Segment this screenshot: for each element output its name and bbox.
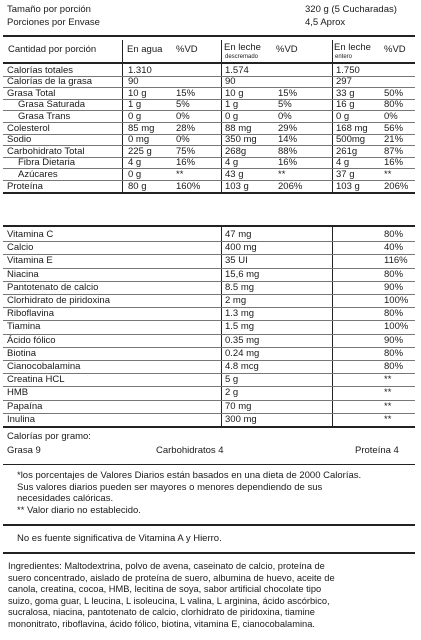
nutrient-value-vd2: ** bbox=[278, 168, 286, 180]
nutrient-value-vd3: 206% bbox=[384, 180, 409, 192]
vitamin-name: Creatina HCL bbox=[7, 374, 65, 386]
nutrient-value-vd3: 80% bbox=[384, 99, 404, 111]
nutrient-value-vd3: 56% bbox=[384, 122, 404, 134]
nutrient-value-skim: 103 g bbox=[225, 180, 249, 192]
vitamin-vd: 40% bbox=[384, 242, 404, 254]
nutrient-value-skim: 43 g bbox=[225, 168, 244, 180]
vitamin-amount: 8.5 mg bbox=[225, 281, 255, 293]
servings-value: 4,5 Aprox bbox=[305, 17, 346, 28]
vitamin-vd: ** bbox=[384, 374, 392, 386]
vitamin-name: Tiamina bbox=[7, 321, 41, 333]
nutrient-name: Azúcares bbox=[18, 168, 58, 180]
vitamin-name: Cianocobalamina bbox=[7, 361, 81, 372]
vitamin-name: HMB bbox=[7, 387, 29, 399]
vitamin-name: Biotina bbox=[7, 347, 37, 359]
not-significant-rule-top bbox=[3, 524, 415, 526]
col-milk-whole: En leche bbox=[334, 42, 371, 53]
nutrient-value-water: 80 g bbox=[128, 180, 147, 192]
nutrient-value-skim: 350 mg bbox=[225, 134, 257, 146]
vitamin-vd: 80% bbox=[384, 347, 404, 359]
nutrient-value-vd1: 5% bbox=[176, 99, 190, 111]
row-divider bbox=[3, 320, 415, 321]
vitamin-amount: 35 UI bbox=[225, 255, 248, 267]
ingredients-line: suero concentrado, aislado de proteína de suero, albumina de huevo, aceite de bbox=[8, 572, 335, 583]
row-divider bbox=[3, 268, 415, 269]
calories-per-gram-fat: Grasa 9 bbox=[7, 445, 41, 456]
ingredients-rule-top bbox=[3, 552, 415, 554]
ingredients-line: Ingredientes: Maltodextrina, polvo de avena, caseinato de calcio, proteína de bbox=[8, 561, 325, 571]
nutrient-name: Fibra Dietaria bbox=[18, 157, 76, 169]
nutrient-name: Grasa Total bbox=[7, 87, 56, 99]
vitamin-amount: 4.8 mcg bbox=[225, 361, 259, 372]
nutrient-name: Colesterol bbox=[7, 122, 50, 134]
vitamin-name: Ácido fólico bbox=[7, 334, 56, 346]
vitamin-amount: 1.5 mg bbox=[225, 321, 255, 333]
nutrient-value-whole: 1.750 bbox=[336, 64, 360, 76]
nutrient-value-water: 0 g bbox=[128, 168, 142, 180]
nutrient-value-water: 0 mg bbox=[128, 134, 150, 146]
nutrient-value-vd1: 15% bbox=[176, 87, 196, 99]
vitamin-name: Riboflavina bbox=[7, 308, 54, 320]
nutrient-value-skim: 10 g bbox=[225, 87, 244, 99]
row-divider bbox=[3, 400, 415, 401]
nutrient-name: Sodio bbox=[7, 134, 32, 146]
footnote-line: ** Valor diario no establecido. bbox=[17, 504, 141, 516]
nutrient-value-vd1: 16% bbox=[176, 157, 196, 169]
row-divider bbox=[3, 347, 415, 348]
row-divider bbox=[3, 307, 415, 308]
calories-per-gram-protein: Proteína 4 bbox=[355, 445, 399, 456]
nutrient-value-vd3: 0% bbox=[384, 110, 398, 122]
vitamin-vd: ** bbox=[384, 413, 392, 425]
nutrient-value-whole: 103 g bbox=[336, 180, 360, 192]
vitamin-name: Niacina bbox=[7, 268, 39, 280]
nutrient-value-vd3: 50% bbox=[384, 87, 404, 99]
vitamin-vd: 116% bbox=[384, 255, 408, 267]
col-amount: Cantidad por porción bbox=[8, 44, 97, 55]
nutrient-value-vd2: 15% bbox=[278, 87, 298, 99]
nutrient-name: Calorías totales bbox=[7, 64, 74, 76]
vitamin-name: Vitamina E bbox=[7, 255, 53, 267]
nutrient-value-vd2: 0% bbox=[278, 110, 292, 122]
vitamin-name: Inulina bbox=[7, 413, 35, 425]
row-divider bbox=[3, 413, 415, 414]
footnote-rule bbox=[3, 464, 415, 465]
col-milk-skim: En leche bbox=[224, 42, 261, 53]
vitamin-amount: 0.24 mg bbox=[225, 347, 260, 359]
vitamin-amount: 47 mg bbox=[225, 229, 252, 240]
ingredients-line: suizo, goma guar, L leucina, L isoleucina, L valina, L arginina, ácido ascórbico, bbox=[8, 595, 330, 606]
vitamin-vd: ** bbox=[384, 387, 392, 399]
footnote-line: *los porcentajes de Valores Diarios están basados en una dieta de 2000 Calorías. bbox=[17, 470, 362, 481]
nutrient-value-whole: 4 g bbox=[336, 157, 350, 169]
top-rule bbox=[3, 35, 415, 37]
vitamin-vd: ** bbox=[384, 400, 392, 412]
nutrient-name: Grasa Trans bbox=[18, 110, 71, 122]
vitamin-name: Calcio bbox=[7, 242, 34, 254]
nutrient-value-whole: 16 g bbox=[336, 99, 355, 111]
vitamin-vd: 100% bbox=[384, 295, 409, 306]
vitamin-name: Vitamina C bbox=[7, 229, 54, 240]
nutrient-value-vd2: 206% bbox=[278, 180, 303, 192]
footnote-line: Sus valores diarios pueden ser mayores o menores dependiendo de sus bbox=[17, 481, 323, 493]
nutrient-value-vd3: 87% bbox=[384, 145, 404, 157]
vitamin-vd: 90% bbox=[384, 281, 404, 293]
vitamin-vd: 100% bbox=[384, 321, 409, 333]
not-significant-text: No es fuente significativa de Vitamina A y Hierro. bbox=[17, 533, 222, 544]
nutrient-value-water: 4 g bbox=[128, 157, 142, 169]
vitamin-vd: 90% bbox=[384, 334, 404, 346]
vitamin-name: Clorhidrato de piridoxina bbox=[7, 295, 110, 306]
nutrient-value-water: 90 bbox=[128, 76, 139, 88]
nutrient-value-skim: 1.574 bbox=[225, 64, 249, 76]
footnote-line: necesidades calóricas. bbox=[17, 493, 114, 504]
nutrient-value-vd1: 0% bbox=[176, 134, 190, 146]
nutrient-value-vd2: 88% bbox=[278, 145, 298, 157]
col-milk-skim-sub: descremado bbox=[225, 54, 259, 60]
vitamin-name: Papaína bbox=[7, 400, 43, 412]
calories-per-gram-carbs: Carbohidratos 4 bbox=[156, 445, 224, 456]
col-vd1: %VD bbox=[176, 44, 198, 55]
nutrient-value-whole: 33 g bbox=[336, 87, 355, 99]
nutrient-value-water: 1 g bbox=[128, 99, 142, 111]
nutrient-value-water: 225 g bbox=[128, 145, 152, 157]
vitamin-amount: 2 g bbox=[225, 387, 239, 399]
row-divider bbox=[3, 386, 415, 387]
nutrient-value-vd1: 28% bbox=[176, 122, 196, 134]
ingredients-line: canola, creatina, cocoa, HMB, lecitina de soya, sabor artificial chocolate tipo bbox=[8, 584, 322, 594]
nutrient-value-skim: 0 g bbox=[225, 110, 239, 122]
nutrient-value-vd1: 75% bbox=[176, 145, 196, 157]
footnotes bbox=[17, 470, 415, 516]
nutrient-value-water: 10 g bbox=[128, 87, 147, 99]
nutrient-value-skim: 268g bbox=[225, 145, 247, 157]
ingredients-line: mononitrato, riboflavina, ácido fólico, biotina, vitamina E, cianocobalamina. bbox=[8, 618, 315, 629]
row-divider bbox=[3, 373, 415, 374]
row-divider bbox=[3, 254, 415, 255]
col-vd3: %VD bbox=[384, 44, 406, 55]
nutrient-value-vd1: ** bbox=[176, 168, 184, 180]
nutrient-name: Proteína bbox=[7, 180, 43, 192]
col-water: En agua bbox=[127, 44, 163, 55]
vitamin-amount: 2 mg bbox=[225, 295, 247, 306]
nutrient-value-vd1: 160% bbox=[176, 180, 201, 192]
nutrient-value-skim: 4 g bbox=[225, 157, 239, 169]
nutrient-value-whole: 0 g bbox=[336, 110, 350, 122]
nutrient-value-vd1: 0% bbox=[176, 110, 190, 122]
nutrient-value-skim: 88 mg bbox=[225, 122, 252, 134]
servings-label: Porciones por Envase bbox=[7, 17, 100, 28]
vitamin-vd: 80% bbox=[384, 361, 404, 372]
nutrient-value-skim: 1 g bbox=[225, 99, 239, 111]
nutrient-value-whole: 500mg bbox=[336, 134, 366, 146]
serving-size-label: Tamaño por porción bbox=[7, 4, 91, 15]
nutrient-value-vd2: 16% bbox=[278, 157, 298, 169]
nutrient-value-vd3: 21% bbox=[384, 134, 404, 146]
ingredients bbox=[8, 561, 416, 630]
nutrient-name: Carbohidrato Total bbox=[7, 145, 85, 157]
vitamin-amount: 300 mg bbox=[225, 413, 257, 425]
nutrient-value-skim: 90 bbox=[225, 76, 236, 88]
nutrient-value-vd2: 29% bbox=[278, 122, 298, 134]
nutrient-value-whole: 168 mg bbox=[336, 122, 368, 134]
nutrient-value-water: 0 g bbox=[128, 110, 142, 122]
vitamins-top-rule bbox=[3, 225, 415, 227]
nutrient-value-whole: 37 g bbox=[336, 168, 355, 180]
nutrient-value-vd3: 16% bbox=[384, 157, 404, 169]
nutrient-value-vd3: ** bbox=[384, 168, 392, 180]
vitamins-bottom-rule bbox=[3, 426, 415, 428]
nutrient-value-whole: 261g bbox=[336, 145, 358, 157]
vitamin-vd: 80% bbox=[384, 268, 404, 280]
vitamin-amount: 15,6 mg bbox=[225, 268, 260, 280]
calories-per-gram-title: Calorías por gramo: bbox=[7, 431, 91, 442]
col-milk-whole-sub: entero bbox=[335, 54, 353, 60]
nutrient-value-water: 85 mg bbox=[128, 122, 155, 134]
nutrient-value-whole: 297 bbox=[336, 76, 352, 88]
vitamin-amount: 70 mg bbox=[225, 400, 252, 412]
vitamin-vd: 80% bbox=[384, 308, 404, 320]
nutrient-value-vd2: 5% bbox=[278, 99, 292, 111]
vitamin-amount: 0.35 mg bbox=[225, 334, 260, 346]
row-divider bbox=[3, 241, 415, 242]
ingredients-line: sucralosa, niacina, pantotenato de calcio, clorhidrato de piridoxina, tiamine bbox=[8, 607, 315, 617]
nutrient-value-water: 1.310 bbox=[128, 64, 152, 76]
serving-size-value: 320 g (5 Cucharadas) bbox=[305, 4, 397, 15]
vitamin-amount: 5 g bbox=[225, 374, 239, 386]
row-divider bbox=[3, 334, 415, 335]
vitamin-amount: 1.3 mg bbox=[225, 308, 255, 320]
nutrient-value-vd2: 14% bbox=[278, 134, 298, 146]
vitamin-name: Pantotenato de calcio bbox=[7, 281, 99, 293]
nutrient-name: Grasa Saturada bbox=[18, 99, 86, 111]
vitamin-vd: 80% bbox=[384, 229, 404, 240]
col-vd2: %VD bbox=[276, 44, 298, 55]
vitamin-amount: 400 mg bbox=[225, 242, 257, 254]
nutrient-name: Calorías de la grasa bbox=[7, 76, 93, 88]
